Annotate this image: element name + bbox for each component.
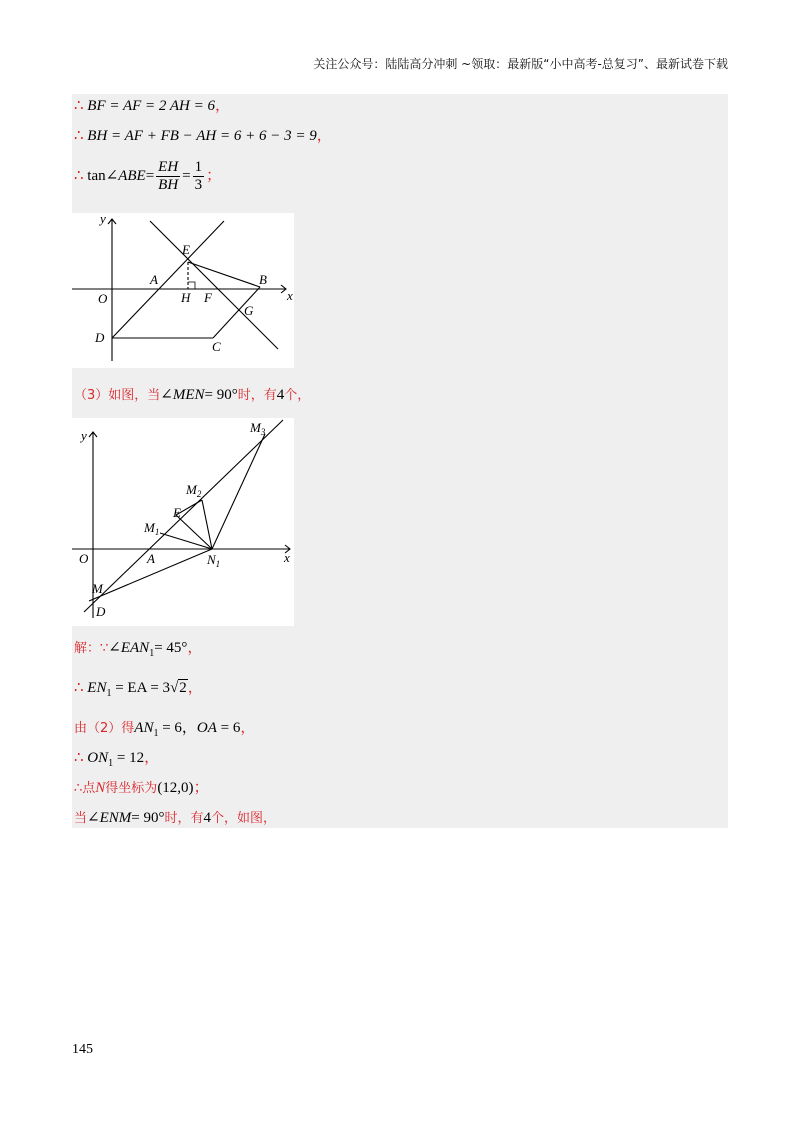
- segment-eb: [188, 262, 260, 287]
- page-header: 关注公众号：陆陆高分冲刺 ~领取：最新版“小中高考-总复习”、最新试卷下载: [313, 57, 728, 71]
- label-y: y: [81, 428, 87, 443]
- right-angle-mark: [188, 282, 195, 289]
- line-bh: ∴ BH = AF + FB − AH = 6 + 6 − 3 = 9，: [74, 128, 332, 144]
- line-bf-af: ∴ BF = AF = 2 AH = 6，: [74, 98, 231, 114]
- figure-1-diagram: [72, 213, 294, 368]
- line-angle-ean1: 解：$\because\angle EAN_1= 45^\circ$，: [74, 640, 203, 659]
- label-m3: $M_3$: [250, 420, 266, 437]
- page-number: 145: [72, 1042, 93, 1057]
- segment-n1m3: [212, 434, 265, 549]
- line-part-3: （3）如图，当∠MEN= 90°时，有4个，: [74, 387, 311, 403]
- label-o: O: [98, 291, 108, 306]
- label-m2: $M_2$: [186, 482, 202, 499]
- label-x: x: [287, 288, 293, 303]
- label-d: D: [95, 330, 105, 345]
- label-a: A: [147, 551, 155, 566]
- line-point-n: ∴点N得坐标为(12,0)；: [74, 780, 209, 796]
- equation: BH = AF + FB − AH = 6 + 6 − 3 = 9: [87, 128, 317, 144]
- label-e: E: [182, 242, 190, 257]
- label-e: E: [173, 505, 181, 520]
- label-d: D: [96, 604, 106, 619]
- label-h: H: [181, 290, 191, 305]
- label-b: B: [259, 272, 267, 287]
- label-c: C: [212, 339, 221, 354]
- line-angle-enm: 当∠ENM= 90°时，有4个，如图，: [74, 810, 276, 826]
- label-n1: $N_1$: [207, 552, 221, 569]
- equation: BF = AF = 2 AH = 6: [87, 98, 216, 114]
- figure-2-diagram: [72, 418, 294, 626]
- label-g: G: [244, 303, 254, 318]
- line-an1: 由（2）得$AN_1 = 6$，OA = 6，: [74, 720, 256, 739]
- line-tan: ∴ tan∠ABE= $\frac{EH}{BH}$ = $\frac{1}{3}$ ；: [74, 159, 222, 194]
- label-y: y: [100, 213, 106, 226]
- fraction-one-third: $\frac{1}{3}$: [194, 159, 203, 194]
- label-a: A: [150, 272, 158, 287]
- label-o: O: [79, 551, 89, 566]
- line-on1: ∴ $ON_1 = 12$，: [74, 750, 160, 769]
- label-x: x: [284, 550, 290, 565]
- fraction-eh-bh: $\frac{EH}{BH}$: [158, 159, 179, 194]
- label-f: F: [204, 290, 212, 305]
- label-m1: $M_1$: [144, 520, 160, 537]
- line-am3: [84, 420, 283, 612]
- label-m: M: [92, 581, 103, 596]
- line-en1: ∴ $EN_1$ = EA = 3√2，: [74, 680, 203, 699]
